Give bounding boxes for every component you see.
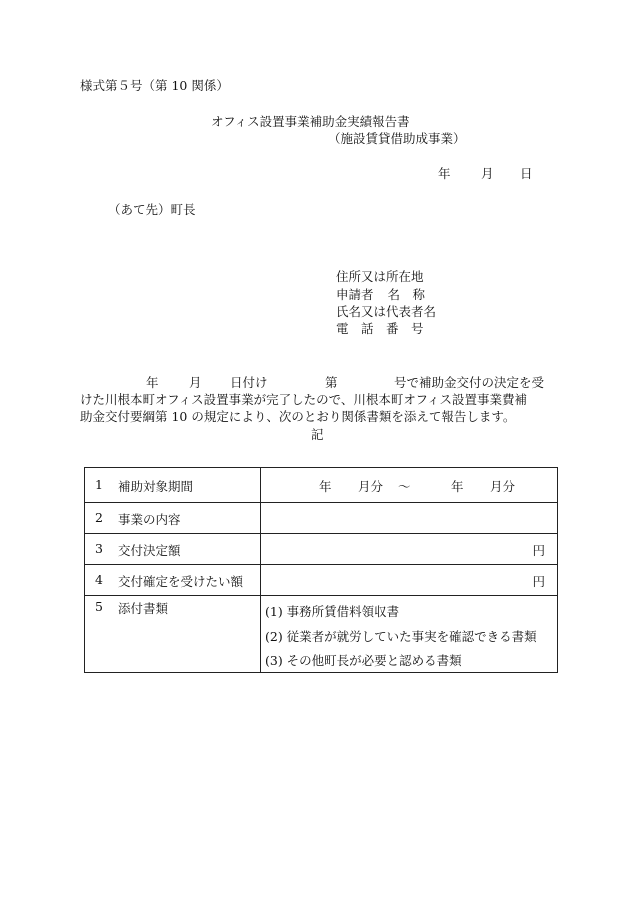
- row-number: 5: [95, 599, 103, 614]
- decision-statement-rest: 号で補助金交付の決定を受: [394, 375, 545, 390]
- table-row: [85, 468, 558, 503]
- date-month-label: 月: [481, 166, 494, 181]
- ki-heading: 記: [311, 427, 324, 442]
- decision-date-suffix: 日付け: [230, 375, 268, 390]
- document-subtitle: （施設賃貸借助成事業）: [328, 131, 466, 146]
- date-day-label: 日: [520, 166, 533, 181]
- period-start-month-label: 月分: [358, 479, 384, 494]
- form-number: 様式第５号（第 10 関係）: [80, 78, 229, 93]
- row-label-content: 事業の内容: [118, 512, 181, 527]
- applicant-name-line: [336, 287, 425, 303]
- applicant-address-label: 住所又は所在地: [336, 269, 424, 284]
- yen-unit: 円: [532, 574, 545, 589]
- row-number: 3: [95, 541, 103, 556]
- business-content-field: [261, 503, 558, 534]
- statement-line-2: けた川根本町オフィス設置事業が完了したので、川根本町オフィス設置事業費補: [80, 392, 528, 407]
- date-year-label: 年: [438, 166, 451, 181]
- decided-amount-field: [261, 534, 557, 564]
- table-row: [85, 596, 558, 673]
- applicant-name-label: 名 称: [387, 287, 426, 302]
- decision-month-label: 月: [189, 375, 202, 390]
- period-end-year-label: 年: [451, 479, 464, 494]
- statement-line-3: 助金交付要綱第 10 の規定により、次のとおり関係書類を添えて報告します。: [80, 409, 516, 424]
- row-number: 2: [95, 510, 103, 525]
- applicant-phone-label: 電 話 番 号: [336, 321, 424, 336]
- table-row: [85, 534, 558, 565]
- report-statement: [80, 375, 560, 435]
- applicant-prefix: 申請者: [336, 287, 374, 302]
- table-row: [85, 565, 558, 596]
- list-item: (1) 事務所賃借料領収書: [265, 604, 400, 619]
- period-end-month-label: 月分: [490, 479, 516, 494]
- document-title: オフィス設置事業補助金実績報告書: [211, 114, 410, 129]
- list-item: (2) 従業者が就労していた事実を確認できる書類: [265, 629, 537, 644]
- table-row: [85, 503, 558, 534]
- period-tilde: ～: [398, 479, 411, 494]
- confirmed-amount-field: [261, 565, 557, 595]
- decision-year-label: 年: [146, 375, 159, 390]
- period-start-year-label: 年: [319, 479, 332, 494]
- addressee: （あて先）町長: [108, 202, 196, 217]
- attachments-list: [261, 596, 557, 672]
- list-item: (3) その他町長が必要と認める書類: [265, 653, 462, 668]
- subsidy-period-field: [261, 468, 557, 502]
- report-table: [84, 467, 558, 673]
- decision-number-prefix: 第: [325, 375, 338, 390]
- row-label-confirmed-amount: 交付確定を受けたい額: [118, 574, 244, 589]
- row-label-period: 補助対象期間: [118, 479, 194, 494]
- row-label-attachments: 添付書類: [118, 601, 169, 616]
- row-number: 1: [95, 477, 103, 492]
- row-number: 4: [95, 572, 103, 587]
- yen-unit: 円: [532, 543, 545, 558]
- row-label-decided-amount: 交付決定額: [118, 543, 181, 558]
- applicant-representative-label: 氏名又は代表者名: [336, 304, 437, 319]
